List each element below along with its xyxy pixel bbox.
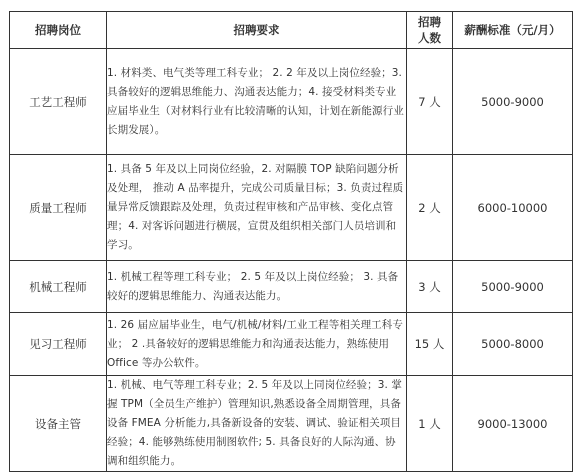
cell-position: 设备主管	[10, 376, 107, 472]
cell-requirements: 1. 材料类、电气类等理工科专业； 2. 2 年及以上岗位经验；3. 具备较好的逻辑思维能力、沟通表达能力；4. 接受材料类专业应届毕业生（对材料行业有比较清晰的认知，计划在新能源行业长期发展）。	[107, 49, 407, 155]
table-row	[10, 376, 573, 472]
header-count-line2: 人数	[418, 31, 441, 45]
header-count	[407, 12, 453, 49]
cell-requirements: 1. 具备 5 年及以上同岗位经验，2. 对隔膜 TOP 缺陷问题分析及处理， 推动 A 品率提升，完成公司质量目标；3. 负责过程质量异常反馈跟踪及处理，负责过程审核和产品审核、变化点管理；4. 对客诉问题进行横展，宣贯及组织相关部门人员培训和学习。	[107, 155, 407, 261]
header-requirements: 招聘要求	[107, 12, 407, 49]
cell-count: 2 人	[407, 155, 453, 261]
header-row	[10, 12, 573, 49]
cell-count: 15 人	[407, 313, 453, 376]
table-row	[10, 49, 573, 155]
cell-requirements: 1. 26 届应届毕业生，电气/机械/材料/工业工程等相关理工科专业； 2 .具备较好的逻辑思维能力和沟通表达能力，熟练使用 Office 等办公软件。	[107, 313, 407, 376]
header-position: 招聘岗位	[10, 12, 107, 49]
cell-salary: 5000-9000	[453, 49, 573, 155]
cell-count: 7 人	[407, 49, 453, 155]
cell-salary: 6000-10000	[453, 155, 573, 261]
cell-position: 机械工程师	[10, 261, 107, 313]
cell-requirements: 1. 机械工程等理工科专业； 2. 5 年及以上岗位经验； 3. 具备较好的逻辑思维能力、沟通表达能力。	[107, 261, 407, 313]
cell-position: 见习工程师	[10, 313, 107, 376]
header-count-line1: 招聘	[418, 15, 441, 29]
table-row	[10, 261, 573, 313]
cell-salary: 5000-8000	[453, 313, 573, 376]
header-salary: 薪酬标准（元/月）	[453, 12, 573, 49]
cell-salary: 5000-9000	[453, 261, 573, 313]
cell-count: 1 人	[407, 376, 453, 472]
cell-position: 质量工程师	[10, 155, 107, 261]
cell-count: 3 人	[407, 261, 453, 313]
table-body	[10, 49, 573, 472]
cell-position: 工艺工程师	[10, 49, 107, 155]
table-row	[10, 155, 573, 261]
recruitment-table	[9, 11, 573, 472]
cell-requirements: 1. 机械、电气等理工科专业；2. 5 年及以上同岗位经验；3. 掌握 TPM（全员生产维护）管理知识,熟悉设备全周期管理，具备设备 FMEA 分析能力,具备新设备的安装、调试、验证相关项目经验；4. 能够熟练使用制图软件; 5. 具备良好的人际沟通、协调和组织能力。	[107, 376, 407, 472]
table-row	[10, 313, 573, 376]
table-header	[10, 12, 573, 49]
cell-salary: 9000-13000	[453, 376, 573, 472]
